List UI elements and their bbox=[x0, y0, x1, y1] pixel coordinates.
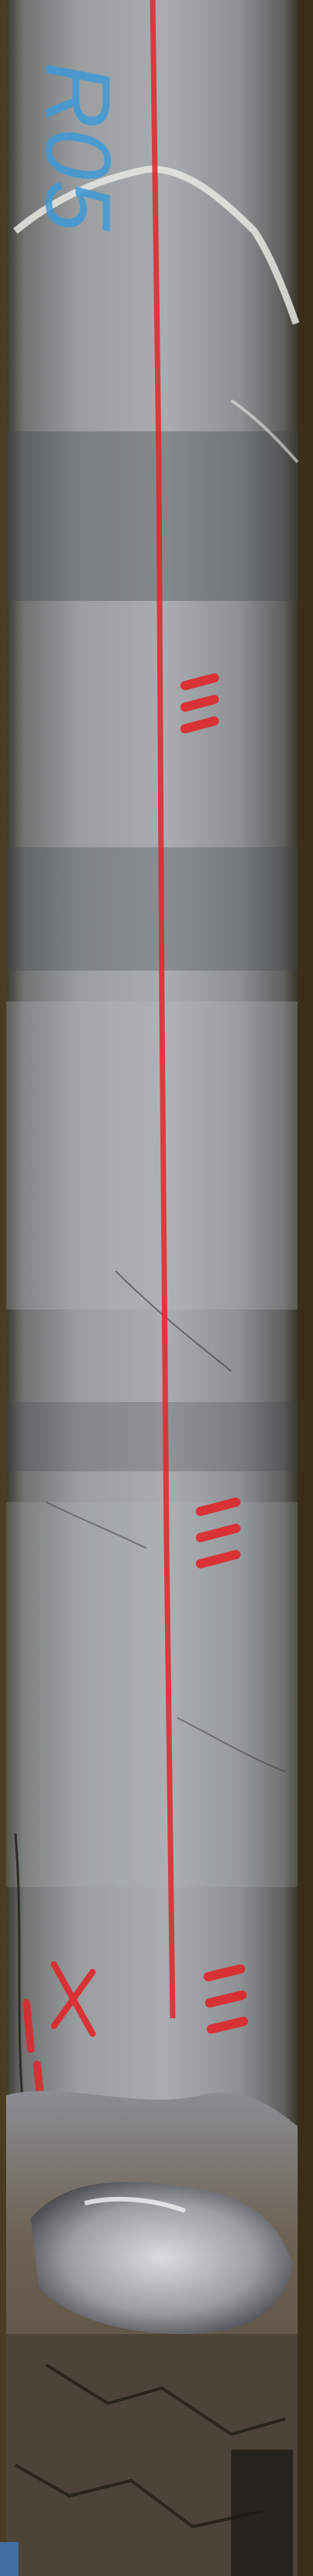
dark-band bbox=[6, 847, 298, 971]
dark-band bbox=[6, 1402, 298, 1471]
dark-band bbox=[6, 431, 298, 601]
blue-tag bbox=[0, 2542, 19, 2576]
label-text: R05 bbox=[26, 62, 130, 232]
light-band bbox=[6, 1502, 298, 1887]
light-band bbox=[6, 1001, 298, 1310]
dark-void bbox=[231, 2450, 293, 2576]
depth-label bbox=[26, 62, 130, 232]
